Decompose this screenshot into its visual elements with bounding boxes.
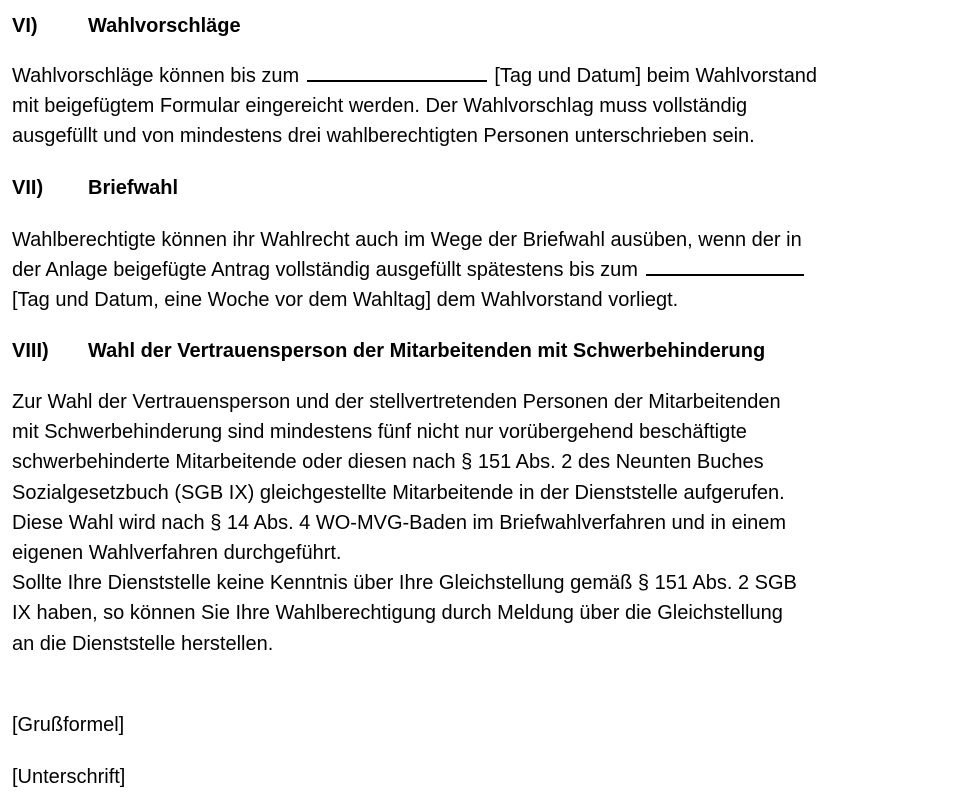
- section-paragraph-vii: [12, 225, 952, 316]
- section-heading-vii: [12, 173, 178, 203]
- section-number: VII): [12, 177, 44, 199]
- section-title: Briefwahl: [88, 177, 179, 199]
- section-heading-vi: [12, 11, 241, 41]
- paragraph-line: Sozialgesetzbuch (SGB IX) gleichgestellte Mitarbeitende in der Dienststelle aufgerufen.: [12, 481, 785, 504]
- section-title: Wahl der Vertrauensperson der Mitarbeitenden mit Schwerbehinderung: [88, 340, 766, 362]
- paragraph-line: an die Dienststelle herstellen.: [12, 632, 274, 655]
- paragraph-line: schwerbehinderte Mitarbeitende oder diesen nach § 151 Abs. 2 des Neunten Buches: [12, 451, 764, 474]
- section-number: VI): [12, 15, 38, 37]
- section-heading-viii: [12, 336, 765, 366]
- paragraph-line: [Tag und Datum, eine Woche vor dem Wahltag] dem Wahlvorstand vorliegt.: [12, 289, 679, 312]
- paragraph-line: [12, 61, 952, 91]
- section-paragraph-vi: [12, 61, 952, 152]
- paragraph-line: Wahlberechtigte können ihr Wahlrecht auch im Wege der Briefwahl ausüben, wenn der in: [12, 229, 802, 251]
- date-blank-field: [646, 257, 804, 276]
- paragraph-line: mit Schwerbehinderung sind mindestens fünf nicht nur vorübergehend beschäftigte: [12, 421, 747, 444]
- paragraph-line: eigenen Wahlverfahren durchgeführt.: [12, 542, 342, 565]
- date-blank-field: [307, 63, 487, 82]
- section-number: VIII): [12, 340, 49, 362]
- paragraph-line: [12, 255, 952, 285]
- greeting-placeholder: [Grußformel]: [12, 714, 125, 736]
- section-paragraph-viii: [12, 387, 952, 659]
- signature-placeholder: [Unterschrift]: [12, 766, 126, 788]
- paragraph-line: mit beigefügtem Formular eingereicht werden. Der Wahlvorschlag muss vollständig: [12, 95, 748, 118]
- paragraph-line: IX haben, so können Sie Ihre Wahlberechtigung durch Meldung über die Gleichstellung: [12, 602, 783, 625]
- paragraph-line: Sollte Ihre Dienststelle keine Kenntnis über Ihre Gleichstellung gemäß § 151 Abs. 2 SGB: [12, 572, 797, 595]
- line-text: Wahlvorschläge können bis zum: [12, 65, 300, 87]
- paragraph-line: ausgefüllt und von mindestens drei wahlberechtigten Personen unterschrieben sein.: [12, 125, 755, 148]
- paragraph-line: Zur Wahl der Vertrauensperson und der stellvertretenden Personen der Mitarbeitenden: [12, 391, 781, 413]
- line-text: [Tag und Datum] beim Wahlvorstand: [494, 65, 818, 87]
- section-title: Wahlvorschläge: [88, 15, 241, 37]
- paragraph-line: Diese Wahl wird nach § 14 Abs. 4 WO-MVG-Baden im Briefwahlverfahren und in einem: [12, 511, 787, 534]
- line-text: der Anlage beigefügte Antrag vollständig ausgefüllt spätestens bis zum: [12, 259, 638, 282]
